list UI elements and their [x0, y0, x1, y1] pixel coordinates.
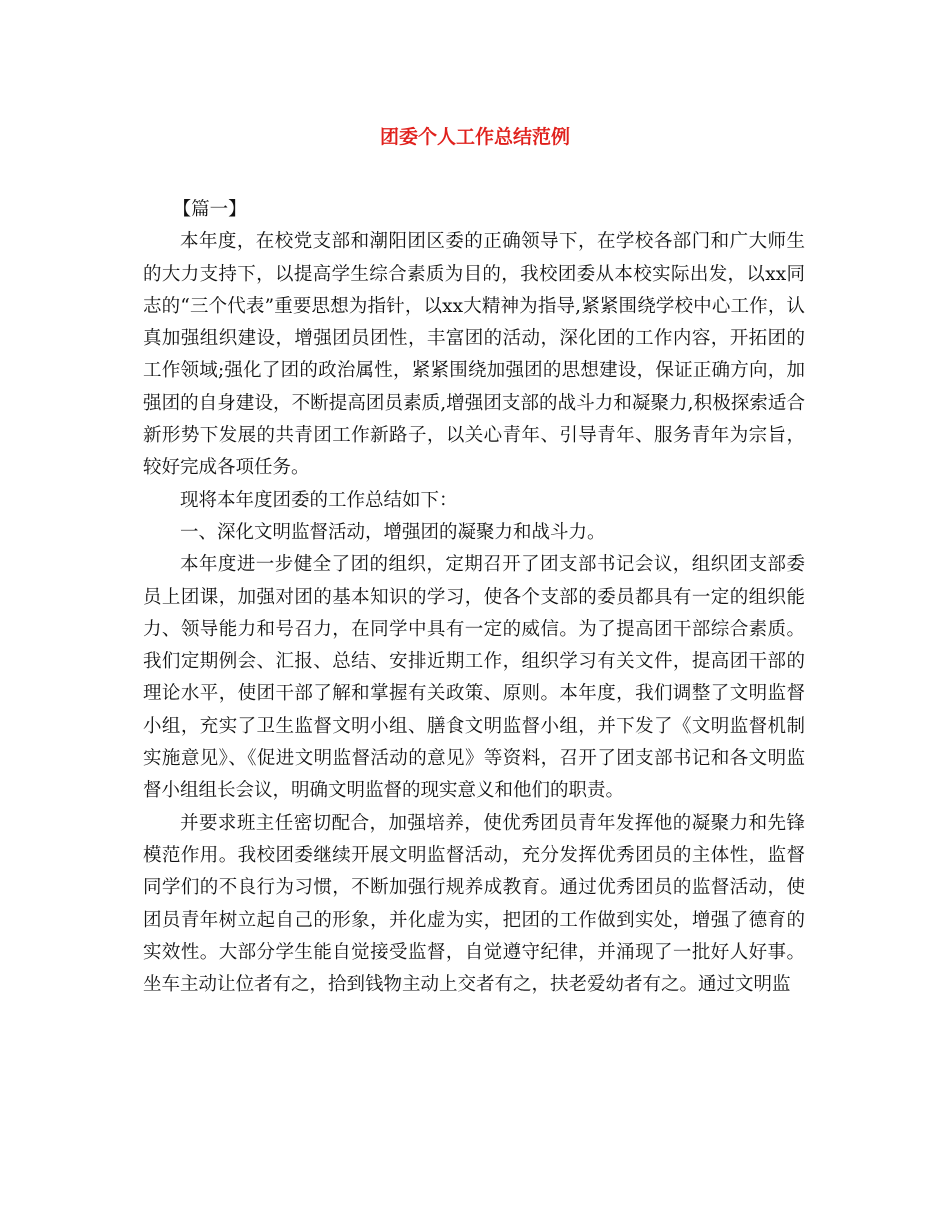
part-label: 【篇一】	[172, 199, 247, 220]
section-heading-1: 一、深化文明监督活动，增强团的凝聚力和战斗力。	[180, 521, 606, 543]
document-body	[143, 194, 805, 1001]
paragraph-supervision: 并要求班主任密切配合，加强培养，使优秀团员青年发挥他的凝聚力和先锋模范作用。我校团委继续开展文明监督活动，充分发挥优秀团员的主体性，监督同学们的不良行为习惯，不断加强行规养成教育。通过优秀团员的监督活动，使团员青年树立起自己的形象，并化虚为实，把团的工作做到实处，增强了德育的实效性。大部分学生能自觉接受监督，自觉遵守纪律，并涌现了一批好人好事。坐车主动让位者有之，拾到钱物主动上交者有之，扶老爱幼者有之。通过文明监	[143, 812, 805, 996]
paragraph-summary-lead: 现将本年度团委的工作总结如下：	[180, 489, 458, 511]
document-title: 团委个人工作总结范例	[379, 126, 570, 148]
paragraph-organization: 本年度进一步健全了团的组织，定期召开了团支部书记会议，组织团支部委员上团课，加强对团的基本知识的学习，使各个支部的委员都具有一定的组织能力、领导能力和号召力，在同学中具有一定的威信。为了提高团干部综合素质。我们定期例会、汇报、总结、安排近期工作，组织学习有关文件，提高团干部的理论水平，使团干部了解和掌握有关政策、原则。本年度，我们调整了文明监督小组，充实了卫生监督文明小组、膳食文明监督小组，并下发了《文明监督机制实施意见》、《促进文明监督活动的意见》等资料，召开了团支部书记和各文明监督小组组长会议，明确文明监督的现实意义和他们的职责。	[143, 554, 805, 802]
paragraph-intro: 本年度，在校党支部和潮阳团区委的正确领导下，在学校各部门和广大师生的大力支持下，以提高学生综合素质为目的，我校团委从本校实际出发，以xx同志的“三个代表”重要思想为指针，以xx大精神为指导,紧紧围绕学校中心工作，认真加强组织建设，增强团员团性，丰富团的活动，深化团的工作内容，开拓团的工作领域;强化了团的政治属性，紧紧围绕加强团的思想建设，保证正确方向，加强团的自身建设，不断提高团员素质,增强团支部的战斗力和凝聚力,积极探索适合新形势下发展的共青团工作新路子，以关心青年、引导青年、服务青年为宗旨，较好完成各项任务。	[143, 231, 805, 479]
